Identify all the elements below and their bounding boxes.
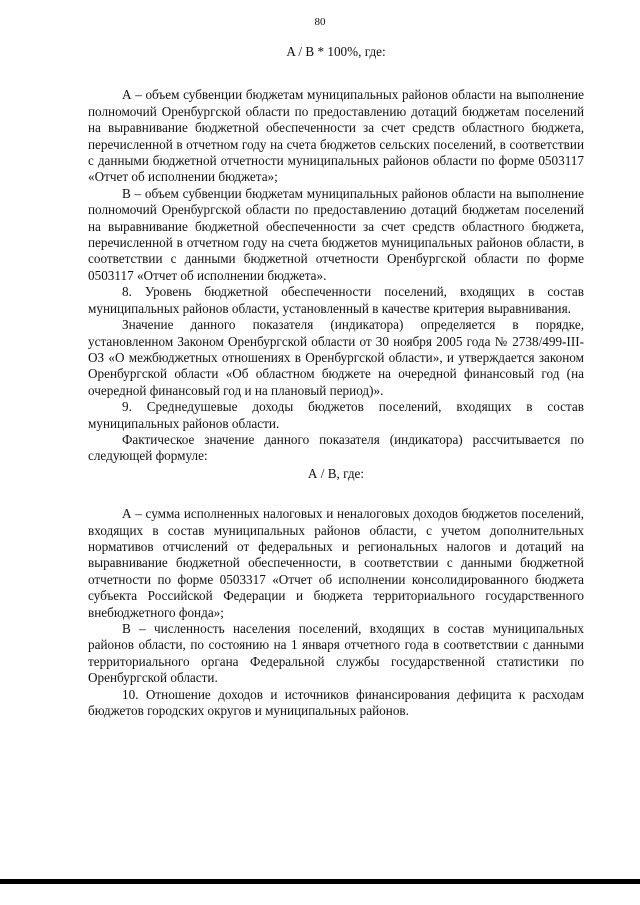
definition-a-subvention-rural: А – объем субвенции бюджетам муниципальных районов области на выполнение полномочий Оренбургской области по предоставлению дотаций бюджетам поселений на выравнивание бюджетной обеспеченности за счет средств областного бюджета, перечисленной в отчетном году на счета бюджетов сельских поселений, в соответствии с данными бюджетной отчетности муниципальных районов области по форме 0503117 «Отчет об исполнении бюджета»; — [88, 87, 584, 185]
indicator-8-heading: 8. Уровень бюджетной обеспеченности поселений, входящих в состав муниципальных районов области, установленный в качестве критерия выравнивания. — [88, 284, 584, 316]
page-number: 80 — [314, 16, 326, 28]
document-body — [88, 44, 584, 719]
definition-b-subvention-districts: В – объем субвенции бюджетам муниципальных районов области на выполнение полномочий Оренбургской области по предоставлению дотаций бюджетам поселений на выравнивание бюджетной обеспеченности за счет средств областного бюджета, перечисленной в отчетном году на счета бюджетов муниципальных районов области, в соответствии с данными бюджетной отчетности Оренбургской области по форме 0503117 «Отчет об исполнении бюджета». — [88, 185, 584, 283]
definition-a-revenues: А – сумма исполненных налоговых и неналоговых доходов бюджетов поселений, входящих в состав муниципальных районов области, с учетом дополнительных нормативов отчислений от федеральных и региональных налогов и дотаций на выравнивание бюджетной обеспеченности, в соответствии с данными бюджетной отчетности по форме 0503317 «Отчет об исполнении консолидированного бюджета субъекта Российской Федерации и бюджета территориального государственного внебюджетного фонда»; — [88, 506, 584, 620]
formula-percent: A / B * 100%, где: — [286, 44, 386, 59]
indicator-8-description: Значение данного показателя (индикатора) определяется в порядке, установленном Законом Оренбургской области от 30 ноября 2005 года № 2738/499-III-ОЗ «О межбюджетных отношениях в Оренбургской области», и утверждается законом Оренбургской области «Об областном бюджете на очередной финансовый год (на очередной финансовый год и на плановый период)». — [88, 317, 584, 398]
indicator-9-formula-intro: Фактическое значение данного показателя (индикатора) рассчитывается по следующей формуле: — [88, 431, 584, 464]
formula-ratio: А / В, где: — [307, 465, 365, 481]
indicator-9-heading: 9. Среднедушевые доходы бюджетов поселений, входящих в состав муниципальных районов области. — [88, 399, 584, 431]
definition-b-population: В – численность населения поселений, входящих в состав муниципальных районов области, по состоянию на 1 января отчетного года в соответствии с данными территориального органа Федеральной службы государственной статистики по Оренбургской области. — [88, 621, 584, 686]
indicator-10-heading: 10. Отношение доходов и источников финансирования дефицита к расходам бюджетов городских округов и муниципальных районов. — [88, 686, 584, 719]
bottom-border-line — [0, 879, 640, 884]
